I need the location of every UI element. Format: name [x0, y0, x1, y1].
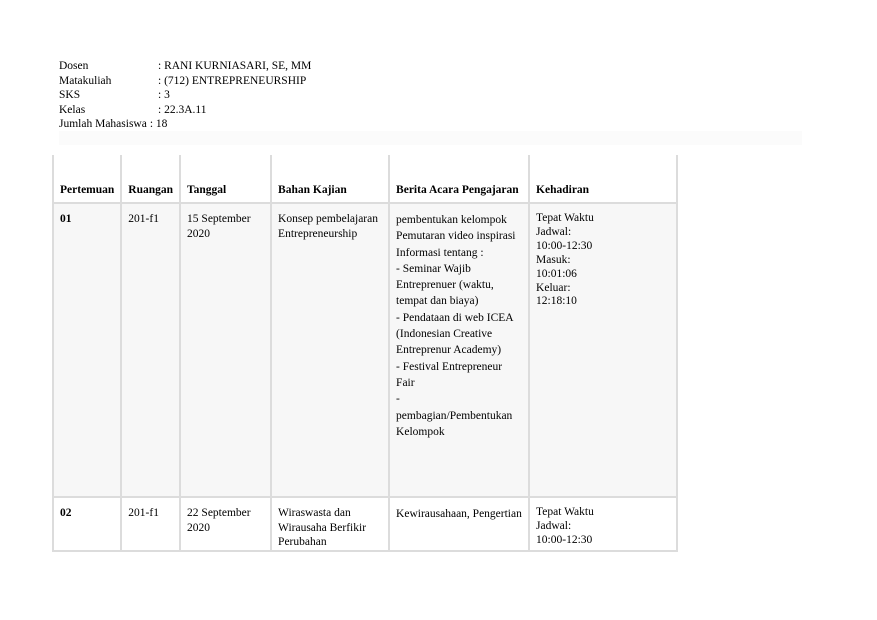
header-berita-acara: Berita Acara Pengajaran [389, 155, 529, 203]
dosen-label: Dosen [59, 60, 89, 72]
dosen-value: : RANI KURNIASARI, SE, MM [158, 60, 312, 72]
table-row [53, 497, 677, 551]
info-row-matakuliah [59, 74, 311, 89]
sks-value: : 3 [158, 89, 170, 102]
kehadiran-line: Keluar: [536, 281, 571, 294]
cell-kehadiran [529, 203, 677, 497]
cell-tanggal: 22 September 2020 [180, 497, 271, 551]
separator-band [59, 131, 802, 145]
header-ruangan: Ruangan [121, 155, 180, 203]
kelas-label: Kelas [59, 103, 86, 116]
cell-ruangan: 201-f1 [121, 497, 180, 551]
kehadiran-line: Tepat Waktu [536, 506, 594, 518]
header-kehadiran: Kehadiran [529, 155, 677, 203]
header-bahan-kajian: Bahan Kajian [271, 155, 389, 203]
cell-pertemuan: 01 [53, 203, 121, 497]
berita-line: Informasi tentang : [396, 246, 484, 259]
kehadiran-line: 10:01:06 [536, 267, 577, 280]
sks-label: SKS [59, 89, 81, 102]
berita-line: pembagian/Pembentukan Kelompok [396, 409, 513, 438]
cell-pertemuan: 02 [53, 497, 121, 551]
info-row-dosen [59, 59, 311, 74]
kehadiran-line: 10:00-12:30 [536, 239, 593, 252]
berita-line: - Festival Entrepreneur Fair [396, 360, 503, 389]
berita-line: - [396, 393, 400, 406]
berita-line: - Seminar Wajib Entreprenuer (waktu, tempat dan biaya) [396, 262, 494, 308]
cell-bahan-kajian: Konsep pembelajaran Entrepreneurship [271, 203, 389, 497]
berita-line: pembentukan kelompok [396, 214, 507, 226]
kehadiran-line: Jadwal: [536, 225, 572, 238]
berita-line: - Pendataan di web ICEA (Indonesian Creative Entreprenur Academy) [396, 311, 513, 357]
table-header-row [53, 155, 677, 203]
kehadiran-line: 12:18:10 [536, 295, 577, 308]
cell-tanggal: 15 September 2020 [180, 203, 271, 497]
kehadiran-line: 10:00-12:30 [536, 533, 593, 546]
berita-line: Kewirausahaan, Pengertian [396, 508, 522, 520]
cell-bahan-kajian: Wiraswasta dan Wirausaha Berfikir Perubahan [271, 497, 389, 551]
cell-berita-acara [389, 497, 529, 551]
kehadiran-line: Tepat Waktu [536, 212, 594, 224]
course-info [59, 59, 311, 132]
cell-kehadiran [529, 497, 677, 551]
matakuliah-label: Matakuliah [59, 74, 112, 87]
jumlah-value: : 18 [149, 118, 168, 131]
kehadiran-line: Jadwal: [536, 519, 572, 532]
info-row-kelas [59, 103, 311, 118]
header-pertemuan: Pertemuan [53, 155, 121, 203]
info-row-jumlah [59, 117, 311, 132]
table-row [53, 203, 677, 497]
attendance-table [52, 155, 678, 552]
info-row-sks [59, 88, 311, 103]
jumlah-label: Jumlah Mahasiswa [59, 118, 147, 131]
cell-ruangan: 201-f1 [121, 203, 180, 497]
kelas-value: : 22.3A.11 [158, 103, 207, 116]
cell-berita-acara [389, 203, 529, 497]
header-tanggal: Tanggal [180, 155, 271, 203]
berita-line: Pemutaran video inspirasi [396, 230, 516, 243]
matakuliah-value: : (712) ENTREPRENEURSHIP [158, 74, 307, 87]
kehadiran-line: Masuk: [536, 253, 571, 266]
